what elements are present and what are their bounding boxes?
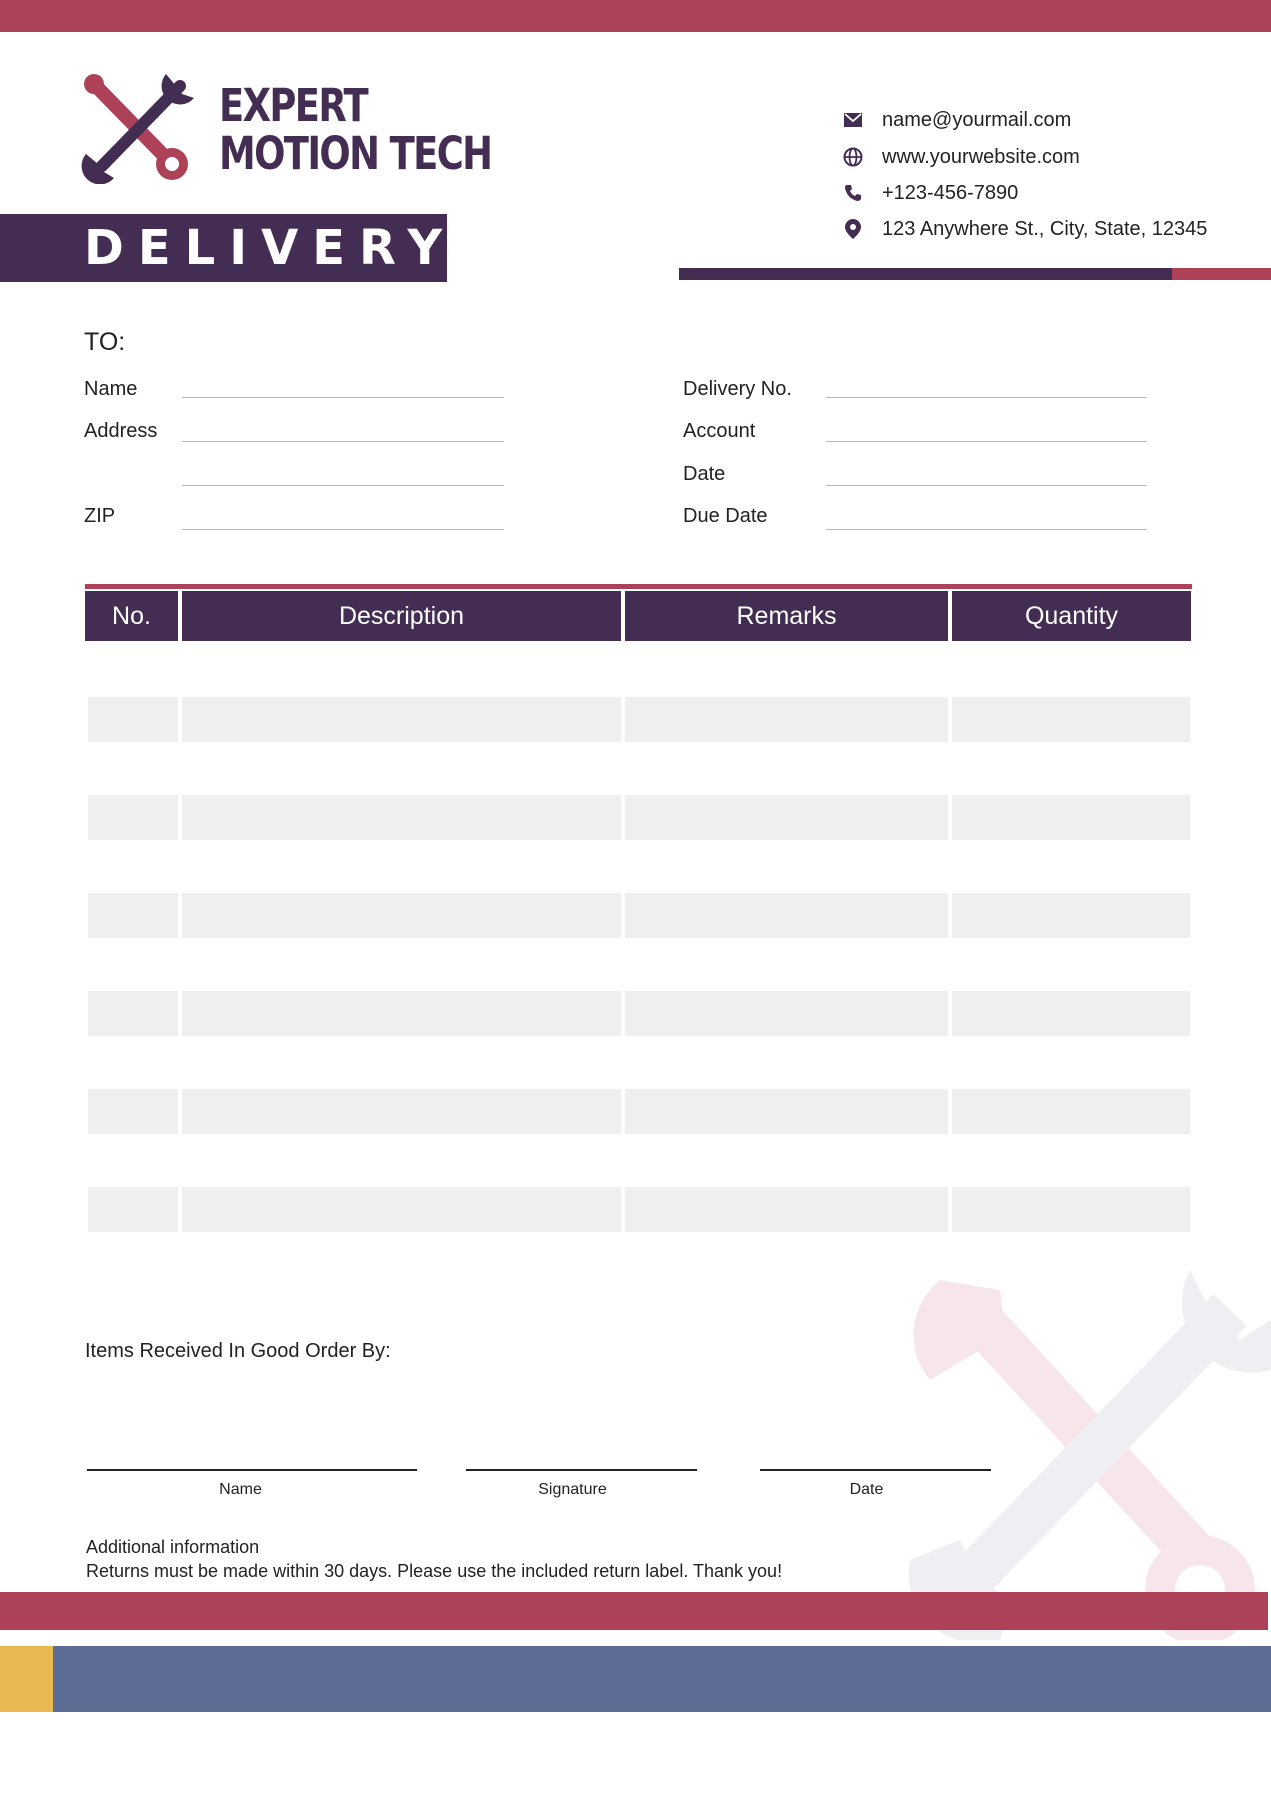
- brand-line-1: EXPERT: [219, 79, 367, 132]
- delivery-no-label: Delivery No.: [683, 378, 792, 400]
- footer-blue-bar: [53, 1646, 1271, 1712]
- column-header-no: No.: [85, 591, 178, 641]
- phone-text: +123-456-7890: [882, 181, 1019, 204]
- table-cell[interactable]: [182, 697, 621, 742]
- wrench-watermark-icon: [900, 1260, 1271, 1640]
- table-top-rule: [85, 584, 1192, 589]
- date-label: Date: [683, 463, 726, 485]
- zip-label: ZIP: [84, 505, 116, 527]
- additional-info-title: Additional information: [86, 1537, 260, 1557]
- table-cell[interactable]: [88, 1187, 178, 1232]
- date-field[interactable]: [826, 485, 1147, 486]
- signature-name-label: Name: [219, 1481, 262, 1498]
- address-label: Address: [84, 420, 158, 442]
- due-date-label: Due Date: [683, 505, 768, 527]
- column-header-quantity: Quantity: [952, 591, 1191, 641]
- name-signature-line[interactable]: [87, 1469, 417, 1471]
- table-cell[interactable]: [625, 697, 948, 742]
- to-label: TO:: [84, 328, 126, 356]
- table-cell[interactable]: [88, 893, 178, 938]
- table-cell[interactable]: [88, 1089, 178, 1134]
- mail-icon: [842, 109, 864, 131]
- table-cell[interactable]: [952, 1187, 1190, 1232]
- account-label: Account: [683, 420, 756, 442]
- table-cell[interactable]: [182, 795, 621, 840]
- footer-red-bar: [0, 1592, 1268, 1630]
- table-cell[interactable]: [182, 1187, 621, 1232]
- contact-email: [842, 106, 1071, 134]
- header-accent-purple: [679, 268, 1172, 280]
- contact-phone: [842, 179, 1018, 207]
- name-field[interactable]: [182, 397, 504, 398]
- signature-signature-label: Signature: [538, 1481, 607, 1498]
- address-field-line-2[interactable]: [182, 485, 504, 486]
- table-cell[interactable]: [88, 991, 178, 1036]
- zip-field[interactable]: [182, 529, 504, 530]
- crossed-wrenches-logo-icon: [80, 72, 196, 184]
- account-field[interactable]: [826, 441, 1147, 442]
- table-cell[interactable]: [952, 991, 1190, 1036]
- table-cell[interactable]: [952, 1089, 1190, 1134]
- table-cell[interactable]: [625, 795, 948, 840]
- table-cell[interactable]: [952, 795, 1190, 840]
- table-cell[interactable]: [182, 991, 621, 1036]
- contact-address: [842, 215, 1207, 243]
- received-label: Items Received In Good Order By:: [85, 1340, 391, 1362]
- brand-name: [219, 79, 492, 180]
- address-field-line-1[interactable]: [182, 441, 504, 442]
- top-accent-bar: [0, 0, 1271, 32]
- signature-line[interactable]: [466, 1469, 697, 1471]
- table-cell[interactable]: [182, 893, 621, 938]
- address-text: 123 Anywhere St., City, State, 12345: [882, 217, 1208, 240]
- table-cell[interactable]: [88, 697, 178, 742]
- footer-yellow-block: [0, 1646, 53, 1712]
- table-cell[interactable]: [625, 893, 948, 938]
- signature-date-label: Date: [849, 1481, 884, 1498]
- location-pin-icon: [842, 218, 864, 240]
- name-label: Name: [84, 378, 138, 400]
- due-date-field[interactable]: [826, 529, 1147, 530]
- table-cell[interactable]: [88, 795, 178, 840]
- additional-info-text: Returns must be made within 30 days. Please use the included return label. Thank you!: [86, 1561, 783, 1581]
- contact-website: [842, 143, 1080, 171]
- email-text: name@yourmail.com: [882, 108, 1072, 131]
- phone-icon: [842, 182, 864, 204]
- delivery-no-field[interactable]: [826, 397, 1147, 398]
- column-header-remarks: Remarks: [625, 591, 948, 641]
- table-cell[interactable]: [952, 697, 1190, 742]
- table-cell[interactable]: [625, 1089, 948, 1134]
- header-accent-red: [1172, 268, 1271, 280]
- website-text: www.yourwebsite.com: [882, 145, 1080, 168]
- table-cell[interactable]: [625, 991, 948, 1036]
- column-header-description: Description: [182, 591, 621, 641]
- document-title: DELIVERY: [84, 220, 457, 276]
- brand-line-2: MOTION TECH: [219, 127, 492, 180]
- date-signature-line[interactable]: [760, 1469, 991, 1471]
- globe-icon: [842, 146, 864, 168]
- table-cell[interactable]: [952, 893, 1190, 938]
- table-cell[interactable]: [182, 1089, 621, 1134]
- table-cell[interactable]: [625, 1187, 948, 1232]
